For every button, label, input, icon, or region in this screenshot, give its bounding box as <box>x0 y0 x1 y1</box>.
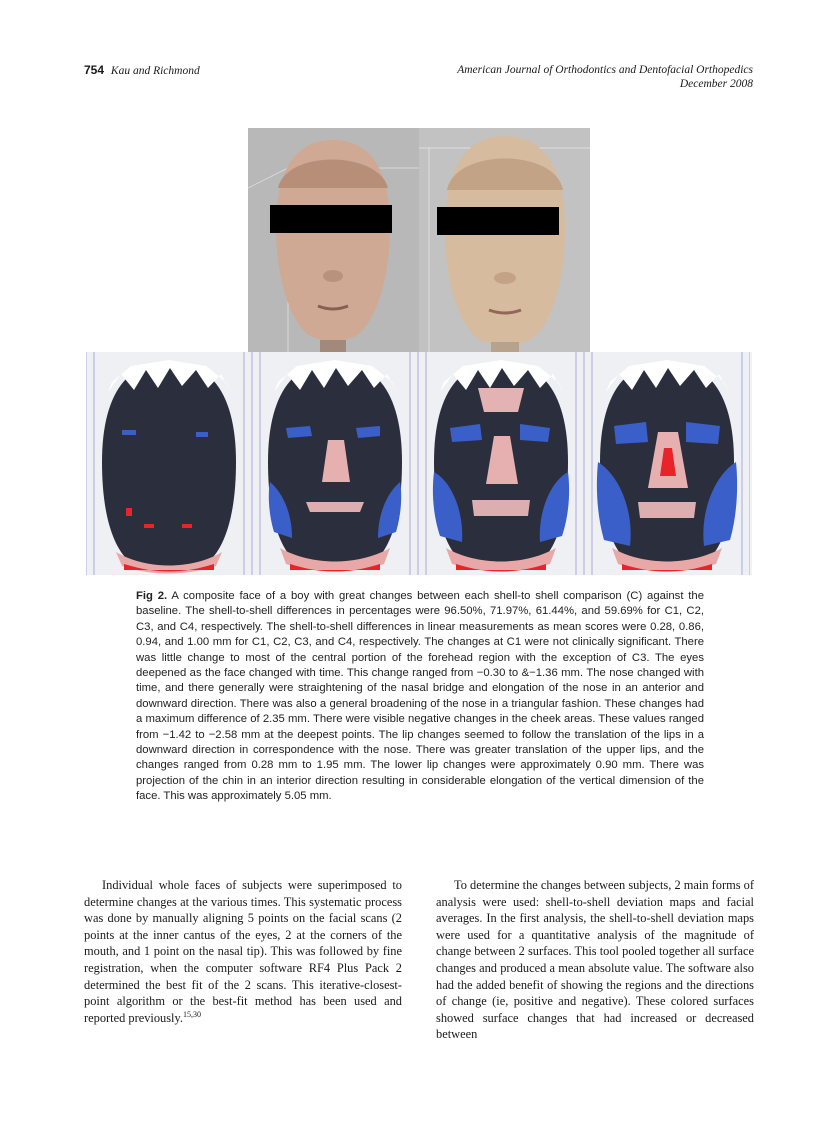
photo-row <box>248 128 590 354</box>
issue-date: December 2008 <box>679 78 753 90</box>
figure-caption-text: A composite face of a boy with great changes between each shell-to shell comparison (C) against the baseline. The shell-to-shell differences in percentages were 96.50%, 71.97%, 61.44%, and 59.69% for C1, C2, C3, and C4, respectively. The shell-to-shell differences in linear measurements as mean scores were 0.28, 0.86, 0.94, and 1.00 mm for C1, C2, C3, and C4, respectively. The changes at C1 were not clinically significant. There was little change to most of the central portion of the forehead region with the exception of C3. The eyes deepened as the face changed with time. This change ranged from −0.30 to &−1.36 mm. The nose changed with time, and there generally were straightening of the nasal bridge and elongation of the nose in an anterior and downward direction. There was also a general broadening of the nose in a triangular fashion. These changes had a maximum difference of 2.35 mm. There were visible negative changes in the cheek areas. These values ranged from −1.42 to −2.58 mm at the deepest points. The lip changes seemed to follow the translation of the lips in a downward direction in correspondence with the nose. There was greater translation of the upper lips, and the changes ranged from 0.28 mm to 1.95 mm. The lower lip changes were approximately 0.90 mm. There was projection of the chin in an interior direction resulting in considerable elongation of the vertical dimension of the face. This was approximately 5.05 mm. <box>136 590 704 803</box>
colormap-c3 <box>418 352 584 575</box>
running-head-left <box>84 63 200 77</box>
body-paragraph <box>84 877 402 1026</box>
body-paragraph-text: Individual whole faces of subjects were superimposed to determine changes at the various times. This systematic process was done by manually aligning 5 points on the facial scans (2 points at the inner cantus of the eyes, 2 at the corners of the mouth, and 1 point on the nasal tip). This was followed by fine registration, when the computer software RF4 Plus Pack 2 determined the best fit of the 2 scans. This iterative-closest-point algorithm or the best-fit method has been used and reported previously. <box>84 878 402 1025</box>
eye-redaction-bar-left <box>270 205 392 233</box>
page-number: 754 <box>84 63 105 77</box>
colormap-c2-image <box>252 352 418 575</box>
face-photo-followup-image <box>419 128 590 354</box>
figure-2 <box>86 128 752 575</box>
citation-superscript: 15,30 <box>182 1009 201 1019</box>
body-column-right <box>436 877 754 1043</box>
running-head-authors: Kau and Richmond <box>110 65 200 77</box>
colormap-c4-image <box>584 352 750 575</box>
eye-redaction-bar-right <box>437 207 559 235</box>
colormap-c4 <box>584 352 750 575</box>
face-photo-baseline <box>248 128 419 354</box>
figure-label: Fig 2. <box>136 590 168 602</box>
body-paragraph-text: To determine the changes between subjects, 2 main forms of analysis were used: shell-to-shell deviation maps and facial averages. In the first analysis, the shell-to-shell deviation maps were used for a quantitative analysis of the magnitude of change between 2 surfaces. This tool pooled together all surface changes and produced a mean absolute value. The software also had the added benefit of showing the regions and the directions of change (ie, positive and negative). These colored surfaces showed surface changes that had increased or decreased between <box>436 878 754 1042</box>
colormap-c1 <box>86 352 252 575</box>
colormap-c2 <box>252 352 418 575</box>
colormap-row <box>86 352 752 575</box>
figure-caption <box>136 589 704 805</box>
running-head-right <box>457 63 753 91</box>
face-photo-baseline-image <box>248 128 419 354</box>
journal-title: American Journal of Orthodontics and Dentofacial Orthopedics <box>457 64 753 76</box>
colormap-c3-image <box>418 352 584 575</box>
colormap-c1-image <box>86 352 252 575</box>
face-photo-followup <box>419 128 590 354</box>
body-paragraph <box>436 877 754 1043</box>
body-column-left <box>84 877 402 1026</box>
